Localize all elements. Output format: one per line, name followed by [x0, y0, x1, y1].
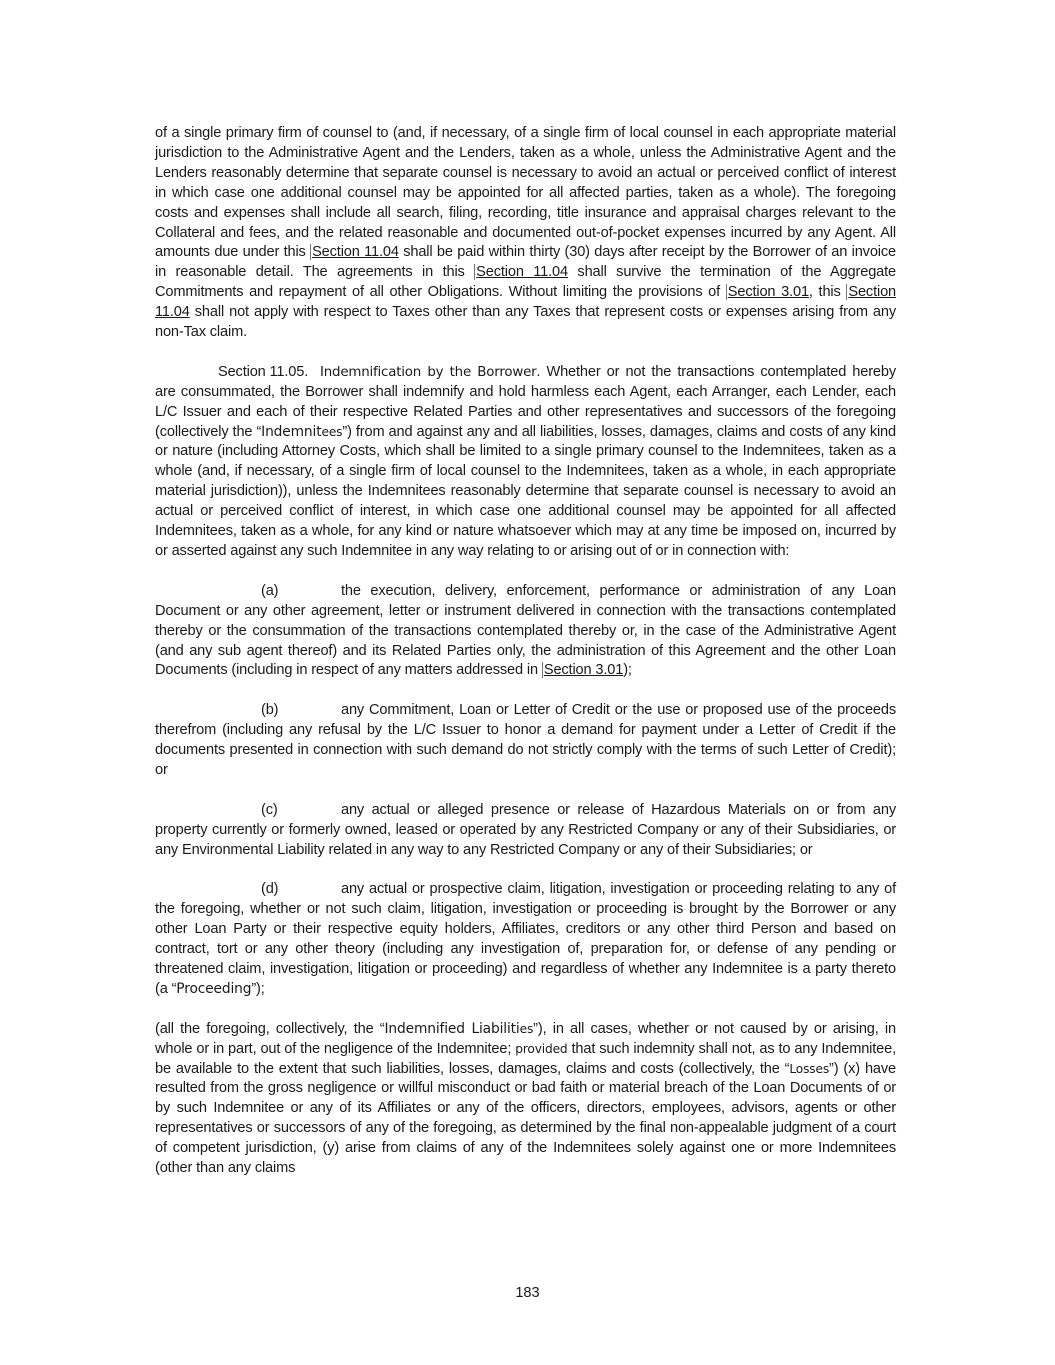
list-item-a	[155, 582, 896, 682]
text-run: , this	[808, 284, 847, 301]
defined-term: Indemnified Liabiliti	[384, 1020, 520, 1037]
text-run: shall survive the termination of the Aggregate Commitments and repayment of all other Obligations. Without limiting the provisions of	[155, 264, 896, 301]
text-run: ”), in all cases, whether or not caused by or arising, in whole or in part, out of the negligence of the Indemnitee;	[155, 1020, 896, 1057]
cross-reference-link[interactable]: Section 11.04	[476, 264, 568, 281]
section-number: Section 11.05.	[218, 363, 309, 380]
text-run: any actual or alleged presence or release of Hazardous Materials on or from any property currently or formerly owned, leased or operated by any Restricted Company or any of their Subsidiaries, or any Environmental Liability related in any way to any Restricted Company or any of their Subsidiaries; or	[155, 801, 896, 858]
text-run: ”) from and against any and all liabilities, losses, damages, claims and costs of any kind or nature (including Attorney Costs, which shall be limited to a single primary counsel to the Indemnitees, taken as a whole (and, if necessary, of a single firm of local counsel to the Indemnitees, taken as a whole, in each appropriate material jurisdiction)), unless the Indemnitees reasonably determine that separate counsel is necessary to avoid an actual or perceived conflict of interest, in which case one additional counsel may be appointed for all affected Indemnitees, taken as a whole, for any kind or nature whatsoever which may at any time be imposed on, incurred by or asserted against any such Indemnitee in any way relating to or arising out of or in connection with:	[155, 423, 896, 560]
text-run: ”) (x) have resulted from the gross negligence or willful misconduct or bad faith or material breach of the Loan Documents of or by such Indemnitee or any of its Affiliates or any of the officers, directors, employees, advisors, agents or other representatives or successors of any of the foregoing, as determined by the final non-appealable judgment of a court of competent jurisdiction, (y) arise from claims of any of the Indemnitees solely against one or more Indemnitees (other than any claims	[155, 1060, 896, 1177]
defined-term: Losses	[789, 1061, 830, 1076]
item-label: (a)	[261, 582, 279, 599]
cross-reference-link[interactable]: Section 3.01	[727, 284, 809, 301]
list-item-b	[155, 701, 896, 781]
text-run: of a single primary firm of counsel to (and, if necessary, of a single firm of local counsel in each appropriate material jurisdiction to the Administrative Agent and the Lenders, taken as a whole, unless the Administrative Agent and the Lenders reasonably determine that separate counsel is necessary to avoid an actual or perceived conflict of interest in which case one additional counsel may be appointed for all affected parties, taken as a whole). The foregoing costs and expenses shall include all search, filing, recording, title insurance and appraisal charges relevant to the Collateral and fees, and the related reasonable and documented out-of-pocket expenses incurred by any Agent. All amounts due under this	[155, 125, 896, 261]
text-run: the execution, delivery, enforcement, performance or administration of any Loan Document or any other agreement, letter or instrument delivered in connection with the transactions contemplated thereby or the consummation of the transactions contemplated thereby or, in the case of the Administrative Agent (and any sub agent thereof) and its Related Parties only, the administration of this Agreement and the other Loan Documents (including in respect of any matters addressed in	[155, 582, 896, 679]
defined-term: Proceeding	[176, 980, 252, 997]
item-label: (d)	[261, 881, 279, 898]
item-label: (b)	[261, 702, 279, 719]
paragraph-costs-expenses	[155, 124, 896, 343]
item-label: (c)	[261, 801, 278, 818]
text-run: that such indemnity shall not, as to any Indemnitee, be available to the extent that such liabilities, losses, damages, claims and costs (collectively, the “	[155, 1040, 896, 1077]
closing-paragraph	[155, 1020, 896, 1179]
cross-reference-link[interactable]: Section 11.04	[312, 244, 399, 261]
list-item-d	[155, 880, 896, 999]
text-run: any actual or prospective claim, litigation, investigation or proceeding relating to any of the foregoing, whether or not such claim, litigation, investigation or proceeding is brought by the Borrower or any other Loan Party or their respective equity holders, Affiliates, creditors or any other third Person and based on contract, tort or any other theory (including any investigation of, preparation for, or defense of any pending or threatened claim, investigation, litigation or proceeding) and regardless of whether any Indemnitee is a party thereto (a “	[155, 881, 896, 997]
cross-reference-link[interactable]: Section 11.04	[155, 284, 897, 321]
defined-term-suffix: ees	[321, 424, 343, 439]
defined-term-suffix: es	[519, 1021, 534, 1036]
section-11-05-paragraph	[155, 363, 896, 562]
text-run: ”);	[251, 980, 265, 997]
text-run: shall be paid within thirty (30) days after receipt by the Borrower of an invoice in reasonable detail. The agreements in this	[155, 244, 896, 281]
proviso-term: provided	[515, 1041, 568, 1056]
heading-period: .	[536, 363, 541, 380]
defined-term: Indemnit	[261, 423, 322, 440]
section-heading: Indemnification by the Borrower	[320, 364, 537, 380]
document-body	[155, 124, 896, 1199]
list-item-c	[155, 801, 896, 861]
text-run: shall not apply with respect to Taxes other than any Taxes that represent costs or expenses arising from any non-Tax claim.	[155, 304, 896, 341]
text-run: );	[623, 662, 632, 679]
text-run: any Commitment, Loan or Letter of Credit or the use or proposed use of the proceeds therefrom (including any refusal by the L/C Issuer to honor a demand for payment under a Letter of Credit if the documents presented in connection with such demand do not strictly comply with the terms of such Letter of Credit); or	[155, 702, 896, 778]
cross-reference-link[interactable]: Section 3.01	[543, 662, 624, 679]
text-run: Whether or not the transactions contemplated hereby are consummated, the Borrower shall indemnify and hold harmless each Agent, each Arranger, each Lender, each L/C Issuer and each of their respective Related Parties and other representatives and successors of the foregoing (collectively the “	[155, 363, 896, 440]
text-run: (all the foregoing, collectively, the “	[155, 1020, 385, 1037]
page-number: 183	[515, 1285, 540, 1301]
